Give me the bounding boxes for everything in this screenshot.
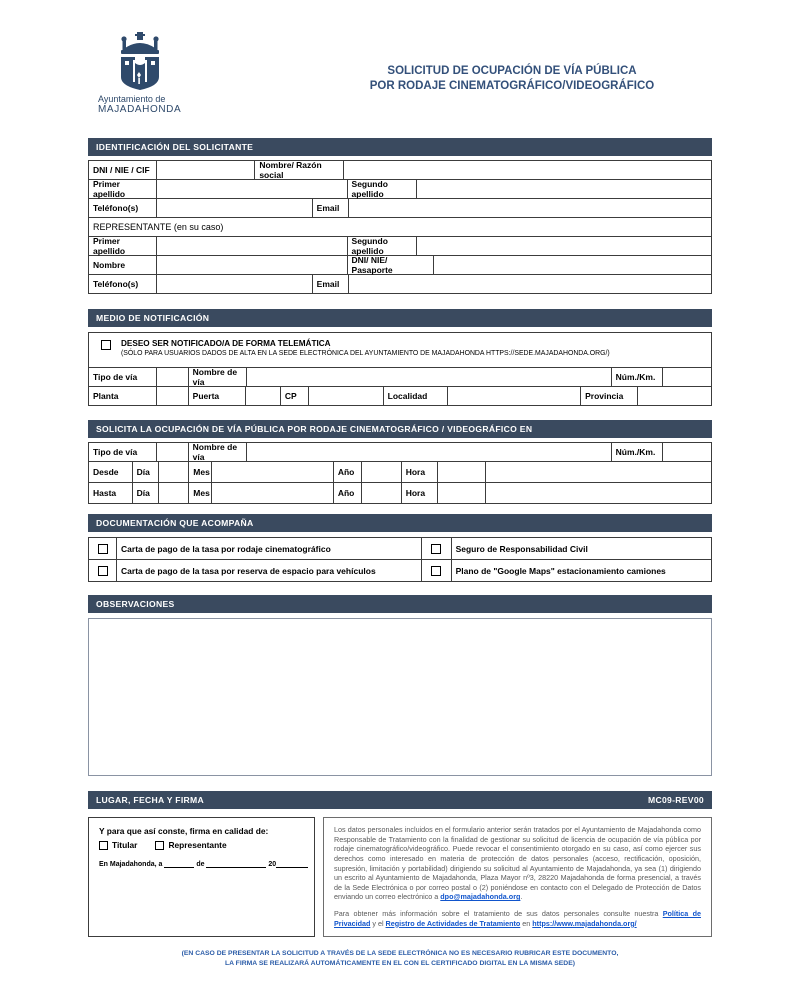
- titular-checkbox[interactable]: [99, 841, 108, 850]
- desde-hora-label: Hora: [402, 462, 439, 483]
- primer-apellido-input[interactable]: [157, 180, 348, 199]
- section-header-identificacion: [88, 138, 712, 156]
- desde-ano-label: Año: [334, 462, 362, 483]
- section-header-observaciones: [88, 595, 712, 613]
- solicita-tipo-via-label: Tipo de vía: [89, 443, 157, 462]
- nombre-razon-input[interactable]: [344, 161, 712, 180]
- nombre-via-label: Nombre de vía: [189, 368, 247, 387]
- rep-nombre-label: Nombre: [89, 256, 157, 275]
- hasta-extra-cell[interactable]: [486, 483, 712, 504]
- localidad-input[interactable]: [448, 387, 581, 406]
- desde-mes-input[interactable]: [212, 462, 333, 483]
- representante-label: Representante: [168, 840, 227, 850]
- rep-email-input[interactable]: [349, 275, 712, 294]
- privacy-text-2a: Para obtener más información sobre el tratamiento de sus datos personales consulte nuestra: [334, 909, 663, 919]
- telematica-checkbox[interactable]: [101, 340, 111, 350]
- section-title: MEDIO DE NOTIFICACIÓN: [96, 313, 210, 323]
- dpo-email-link[interactable]: dpo@majadahonda.org: [440, 892, 521, 902]
- rep-primer-apellido-input[interactable]: [157, 237, 348, 256]
- form-title-line1: SOLICITUD DE OCUPACIÓN DE VÍA PÚBLICA: [387, 65, 637, 77]
- solicita-num-km-label: Núm./Km.: [612, 443, 663, 462]
- rep-telefono-input[interactable]: [157, 275, 313, 294]
- solicita-nombre-via-label: Nombre de vía: [189, 443, 247, 462]
- desde-extra-cell[interactable]: [486, 462, 712, 483]
- segundo-apellido-label: Segundo apellido: [348, 180, 417, 199]
- section-title: SOLICITA LA OCUPACIÓN DE VÍA PÚBLICA POR RODAJE CINEMATOGRÁFICO / VIDEOGRÁFICO EN: [96, 424, 533, 434]
- hasta-label: Hasta: [89, 483, 133, 504]
- section-header-documentacion: [88, 514, 712, 532]
- cp-label: CP: [281, 387, 309, 406]
- doc-check-cell: [89, 538, 117, 560]
- page-header: [88, 0, 712, 122]
- table-row: [89, 161, 712, 180]
- rep-nombre-input[interactable]: [157, 256, 348, 275]
- doc-checkbox-carta-reserva[interactable]: [98, 566, 108, 576]
- desde-mes-label: Mes: [189, 462, 212, 483]
- hasta-ano-input[interactable]: [362, 483, 402, 504]
- tipo-via-label: Tipo de vía: [89, 368, 157, 387]
- footer-line1: (EN CASO DE PRESENTAR LA SOLICITUD A TRAVÉS DE LA SEDE ELECTRÓNICA NO ES NECESARIO RUBRICAR ESTE DOCUMENTO,: [181, 950, 619, 957]
- footer-note: [88, 949, 712, 969]
- desde-dia-input[interactable]: [159, 462, 189, 483]
- planta-label: Planta: [89, 387, 157, 406]
- hasta-dia-label: Día: [133, 483, 160, 504]
- rep-primer-apellido-label: Primer apellido: [89, 237, 157, 256]
- footer-line2: LA FIRMA SE REALIZARÁ AUTOMÁTICAMENTE EN EL CON EL CERTIFICADO DIGITAL EN LA MISMA SEDE): [224, 960, 576, 968]
- logo-caption-line2: MAJADAHONDA: [98, 104, 182, 116]
- treatment-registry-link[interactable]: Registro de Actividades de Tratamiento: [385, 918, 521, 928]
- solicita-num-km-input[interactable]: [663, 443, 712, 462]
- provincia-input[interactable]: [638, 387, 712, 406]
- table-row: [89, 443, 712, 462]
- identificacion-table: [88, 160, 712, 294]
- desde-label: Desde: [89, 462, 133, 483]
- table-row: [89, 333, 712, 368]
- doc-check-cell: [422, 538, 452, 560]
- solicita-table: [88, 442, 712, 504]
- table-row: [89, 387, 712, 406]
- privacy-text-1-end: .: [520, 892, 523, 902]
- section-header-notificacion: [88, 309, 712, 327]
- table-row: [89, 237, 712, 256]
- privacy-policy-link[interactable]: Política de Privacidad: [334, 909, 701, 928]
- doc-check-cell: [422, 560, 452, 582]
- town-hall-logo: [88, 30, 288, 116]
- hasta-ano-label: Año: [334, 483, 362, 504]
- hasta-mes-label: Mes: [189, 483, 212, 504]
- rep-segundo-apellido-label: Segundo apellido: [348, 237, 417, 256]
- year-blank[interactable]: [276, 860, 308, 868]
- desde-ano-input[interactable]: [362, 462, 402, 483]
- table-row: [89, 462, 712, 483]
- signature-role-row: [99, 840, 304, 850]
- doc-code: MC09-REV00: [647, 795, 704, 805]
- hasta-hora-label: Hora: [402, 483, 439, 504]
- table-row: [89, 538, 712, 560]
- doc-checkbox-plano[interactable]: [431, 566, 441, 576]
- planta-input[interactable]: [157, 387, 189, 406]
- hasta-hora-input[interactable]: [438, 483, 486, 504]
- table-row: [89, 560, 712, 582]
- cp-input[interactable]: [309, 387, 384, 406]
- section-title: LUGAR, FECHA Y FIRMA: [96, 795, 205, 805]
- doc-item-label: Plano de "Google Maps" estacionamiento camiones: [452, 560, 712, 582]
- primer-apellido-label: Primer apellido: [89, 180, 157, 199]
- num-km-input[interactable]: [663, 368, 712, 387]
- date-de: de: [196, 861, 205, 868]
- solicita-nombre-via-input[interactable]: [247, 443, 612, 462]
- signature-intro: Y para que así conste, firma en calidad de:: [99, 826, 269, 836]
- day-blank[interactable]: [164, 860, 194, 868]
- representante-checkbox[interactable]: [155, 841, 164, 850]
- provincia-label: Provincia: [581, 387, 638, 406]
- table-row: [89, 275, 712, 294]
- signature-box: [88, 817, 315, 937]
- telefono-input[interactable]: [157, 199, 313, 218]
- table-row: [89, 180, 712, 199]
- rep-email-label: Email: [313, 275, 349, 294]
- majadahonda-url-link[interactable]: https://www.majadahonda.org/: [532, 918, 637, 928]
- puerta-label: Puerta: [189, 387, 246, 406]
- privacy-paragraph-1: [334, 825, 701, 902]
- table-row: [89, 218, 712, 237]
- email-input[interactable]: [349, 199, 712, 218]
- localidad-label: Localidad: [384, 387, 449, 406]
- logo-caption: [98, 94, 288, 116]
- privacy-text-2c: en: [520, 918, 533, 928]
- notificacion-table: [88, 332, 712, 406]
- titular-label: Titular: [112, 840, 138, 850]
- majadahonda-crest-icon: [112, 30, 168, 92]
- telematica-sublabel: (SÓLO PARA USUARIOS DADOS DE ALTA EN LA SEDE ELECTRÓNICA DEL AYUNTAMIENTO DE MAJADAHONDA HTTPS://SEDE.MAJADAHONDA.ORG/): [121, 350, 610, 358]
- desde-dia-label: Día: [133, 462, 160, 483]
- segundo-apellido-input[interactable]: [417, 180, 712, 199]
- section-title: IDENTIFICACIÓN DEL SOLICITANTE: [96, 142, 254, 152]
- puerta-input[interactable]: [246, 387, 281, 406]
- representante-subheader: REPRESENTANTE (en su caso): [89, 218, 712, 237]
- telefono-label: Teléfono(s): [89, 199, 157, 218]
- doc-item-label: Carta de pago de la tasa por rodaje cinematográfico: [117, 538, 422, 560]
- firma-area: [88, 817, 712, 937]
- tipo-via-input[interactable]: [157, 368, 189, 387]
- section-title: DOCUMENTACIÓN QUE ACOMPAÑA: [96, 518, 254, 528]
- hasta-dia-input[interactable]: [159, 483, 189, 504]
- doc-item-label: Seguro de Responsabilidad Civil: [452, 538, 712, 560]
- privacy-box: [323, 817, 712, 937]
- telematica-label: DESEO SER NOTIFICADO/A DE FORMA TELEMÁTICA: [121, 339, 331, 348]
- telematica-row: [89, 333, 712, 368]
- email-label: Email: [313, 199, 349, 218]
- table-row: [89, 199, 712, 218]
- doc-checkbox-carta-rodaje[interactable]: [98, 544, 108, 554]
- section-header-firma: [88, 791, 712, 809]
- table-row: [89, 368, 712, 387]
- nombre-razon-label: Nombre/ Razón social: [255, 161, 344, 180]
- table-row: [89, 483, 712, 504]
- rep-dni-input[interactable]: [434, 256, 712, 275]
- dni-input[interactable]: [157, 161, 255, 180]
- section-title: OBSERVACIONES: [96, 599, 175, 609]
- table-row: [89, 256, 712, 275]
- doc-check-cell: [89, 560, 117, 582]
- date-year-prefix: 20: [268, 861, 277, 868]
- solicita-tipo-via-input[interactable]: [157, 443, 189, 462]
- doc-item-label: Carta de pago de la tasa por reserva de espacio para vehículos: [117, 560, 422, 582]
- month-blank[interactable]: [206, 860, 266, 868]
- form-title: [312, 30, 712, 94]
- documentacion-table: [88, 537, 712, 582]
- hasta-mes-input[interactable]: [212, 483, 333, 504]
- rep-segundo-apellido-input[interactable]: [417, 237, 712, 256]
- section-header-solicita: [88, 420, 712, 438]
- privacy-paragraph-2: [334, 909, 701, 928]
- num-km-label: Núm./Km.: [612, 368, 663, 387]
- nombre-via-input[interactable]: [247, 368, 612, 387]
- date-prefix: En Majadahonda, a: [99, 861, 163, 868]
- rep-telefono-label: Teléfono(s): [89, 275, 157, 294]
- privacy-text-2b: y el: [370, 918, 386, 928]
- form-title-line2: POR RODAJE CINEMATOGRÁFICO/VIDEOGRÁFICO: [369, 79, 655, 92]
- desde-hora-input[interactable]: [438, 462, 486, 483]
- date-line: [99, 860, 304, 868]
- rep-dni-label: DNI/ NIE/ Pasaporte: [348, 256, 435, 275]
- telematica-text: [121, 338, 610, 358]
- dni-label: DNI / NIE / CIF: [89, 161, 157, 180]
- observaciones-textarea[interactable]: [88, 618, 712, 776]
- doc-checkbox-seguro[interactable]: [431, 544, 441, 554]
- privacy-text-1: Los datos personales incluidos en el formulario anterior serán tratados por el Ayuntamiento de Majadahonda como Responsable de Tratamiento con la finalidad de gestionar su solicitud de licencia de ocupación de vía pública por rodaje cinematográfico/videográfico. Puede revocar el consentimiento otorgado en su caso, así como ejercer sus derechos como interesado en materia de protección de datos personales (acceso, rectificación, oposición, supresión, limitación y portabilidad) dirigiendo su solicitud al Ayuntamiento de Majadahonda, ya sea (1) dirigiendo un escrito al Ayuntamiento de Majadahonda, Plaza Mayor nº3, 28220 Majadahonda de forma presencial, a través de la Sede Electrónica o por correo postal o (2) poniéndose en contacto con el Delegado de Protección de Datos enviando un correo electrónico a: [334, 825, 701, 902]
- logo-caption-line1: Ayuntamiento de: [98, 94, 166, 104]
